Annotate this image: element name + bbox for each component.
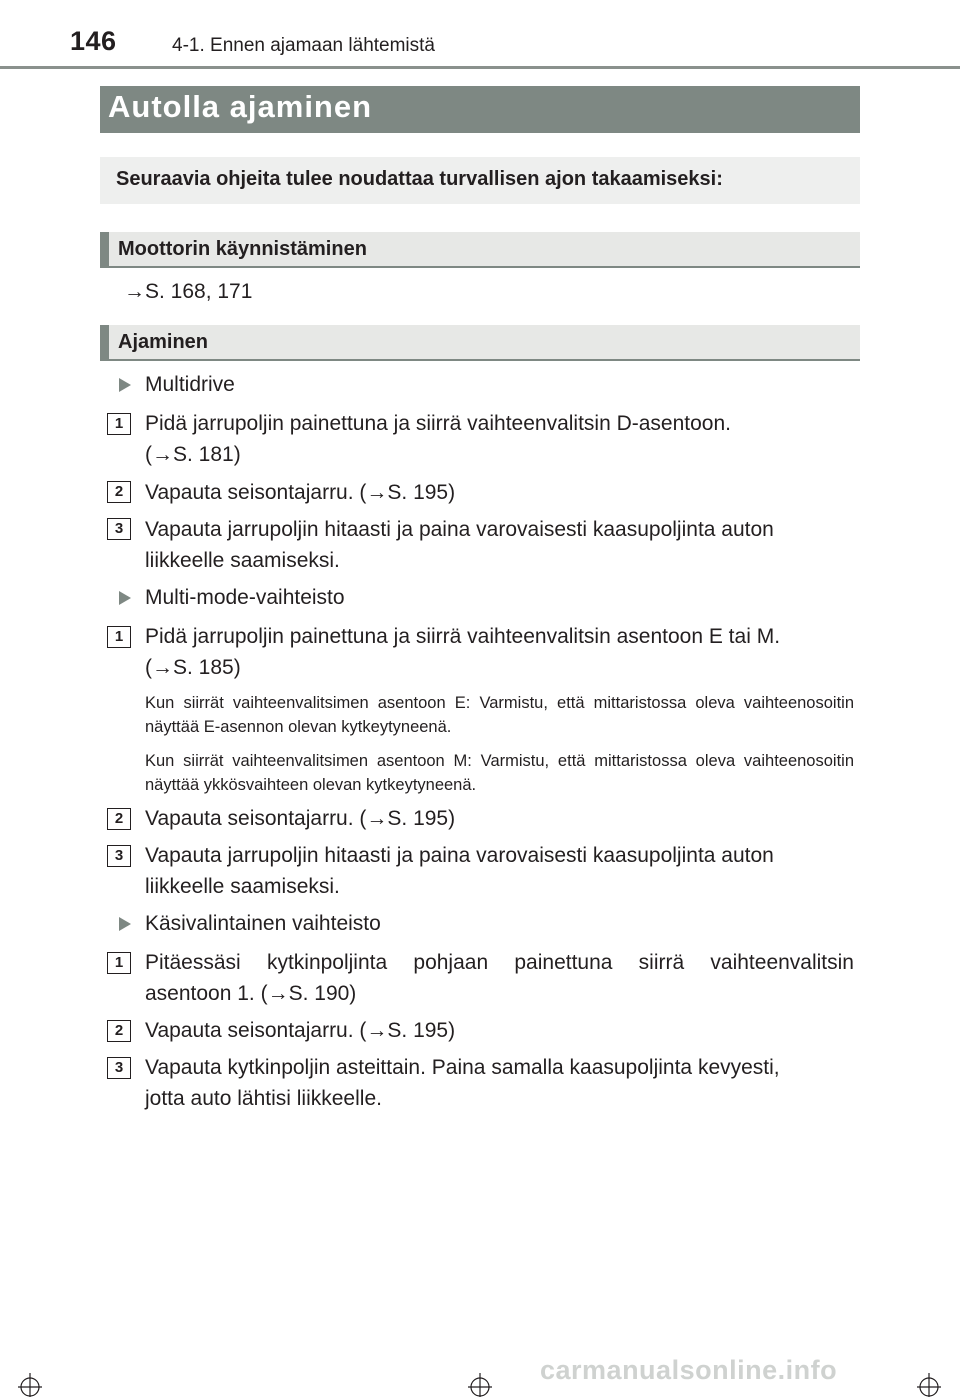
step-text-line: Pidä jarrupoljin painettuna ja siirrä vaihteenvalitsin asentoon E tai M. xyxy=(145,625,781,648)
multimode-step-2 xyxy=(145,803,854,834)
header-rule xyxy=(0,66,960,69)
step-number-badge: 2 xyxy=(107,481,131,503)
subheading-starting xyxy=(100,232,860,268)
registration-mark-icon xyxy=(464,1365,496,1397)
intro-box xyxy=(100,157,860,204)
subheading-bar xyxy=(100,232,109,266)
step-number-badge: 3 xyxy=(107,845,131,867)
subheading-driving xyxy=(100,325,860,361)
page-title: Autolla ajaminen xyxy=(108,89,373,124)
step-number-badge: 3 xyxy=(107,1057,131,1079)
registration-mark-icon xyxy=(14,1365,46,1397)
multimode-note-2: Kun siirrät vaihteenvalitsimen asentoon M: Varmistu, että mittaristossa oleva vaihteenosoitin näyttää ykkösvaihteen olevan kytkeytyneenä. xyxy=(145,752,854,794)
subheading-starting-text: Moottorin käynnistäminen xyxy=(118,238,367,260)
step-text-line: Vapauta kytkinpoljin asteittain. Paina samalla kaasupoljinta kevyesti, xyxy=(145,1056,780,1079)
subheading-driving-text: Ajaminen xyxy=(118,331,209,353)
step-text-line: Vapauta seisontajarru. (→S. 195) xyxy=(145,1019,456,1042)
page-header xyxy=(0,0,960,70)
step-text-line: asentoon 1. (→S. 190) xyxy=(145,982,357,1005)
manual-title: Käsivalintainen vaihteisto xyxy=(145,912,381,935)
multidrive-step-1 xyxy=(145,408,854,470)
triangle-bullet-icon xyxy=(119,591,131,605)
step-text-line: liikkeelle saamiseksi. xyxy=(145,549,340,572)
starting-ref[interactable]: →S. 168, 171 xyxy=(124,280,253,303)
multimode-title: Multi-mode-vaihteisto xyxy=(145,586,345,609)
step-number-badge: 2 xyxy=(107,1020,131,1042)
registration-mark-icon xyxy=(913,1365,945,1397)
step-text-line: (→S. 185) xyxy=(145,656,241,679)
multidrive-step-2 xyxy=(145,477,854,508)
multimode-step-3 xyxy=(145,840,854,902)
watermark: carmanualsonline.info xyxy=(540,1355,838,1385)
step-text-line: Pitäessäsi kytkinpoljinta pohjaan painettuna siirrä vaihteenvalitsin xyxy=(145,951,854,974)
step-text-line: liikkeelle saamiseksi. xyxy=(145,875,340,898)
manual-step-2 xyxy=(145,1015,854,1046)
step-number-badge: 3 xyxy=(107,518,131,540)
multidrive-step-3 xyxy=(145,514,854,576)
step-text-line: Vapauta seisontajarru. (→S. 195) xyxy=(145,807,456,830)
title-band xyxy=(100,86,860,133)
step-text-line: Vapauta jarrupoljin hitaasti ja paina varovaisesti kaasupoljinta auton xyxy=(145,518,774,541)
step-number-badge: 1 xyxy=(107,952,131,974)
step-text-line: (→S. 181) xyxy=(145,443,241,466)
step-number-badge: 2 xyxy=(107,808,131,830)
step-number-badge: 1 xyxy=(107,413,131,435)
step-text-line: Vapauta seisontajarru. (→S. 195) xyxy=(145,481,456,504)
step-number-badge: 1 xyxy=(107,626,131,648)
multimode-note-1: Kun siirrät vaihteenvalitsimen asentoon E: Varmistu, että mittaristossa oleva vaihteenosoitin näyttää E-asennon olevan kytkeytyneenä. xyxy=(145,694,854,736)
step-text-line: jotta auto lähtisi liikkeelle. xyxy=(145,1087,382,1110)
multidrive-title: Multidrive xyxy=(145,373,235,396)
step-text-line: Vapauta jarrupoljin hitaasti ja paina varovaisesti kaasupoljinta auton xyxy=(145,844,774,867)
manual-step-1 xyxy=(145,947,854,1009)
page-number: 146 xyxy=(70,26,117,56)
step-text-line: Pidä jarrupoljin painettuna ja siirrä vaihteenvalitsin D-asentoon. xyxy=(145,412,732,435)
subheading-bar xyxy=(100,325,109,359)
section-title: 4-1. Ennen ajamaan lähtemistä xyxy=(172,35,435,56)
triangle-bullet-icon xyxy=(119,378,131,392)
intro-text: Seuraavia ohjeita tulee noudattaa turvallisen ajon takaamiseksi: xyxy=(116,168,723,190)
manual-step-3 xyxy=(145,1052,854,1114)
triangle-bullet-icon xyxy=(119,917,131,931)
multimode-step-1 xyxy=(145,621,854,683)
